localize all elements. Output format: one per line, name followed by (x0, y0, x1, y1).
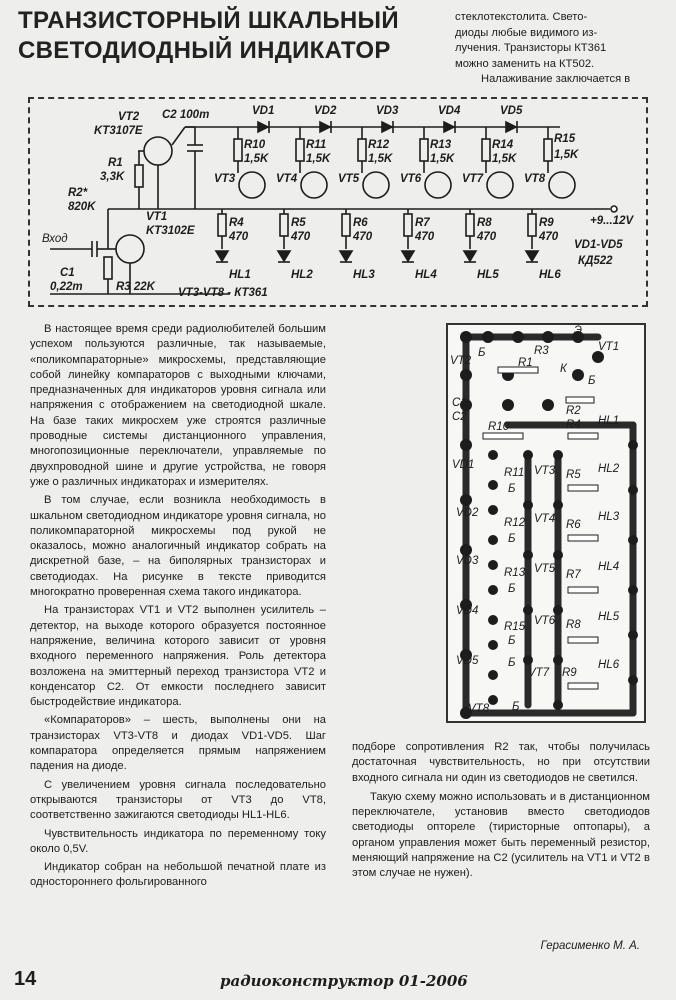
label-r15: R15 (554, 133, 576, 145)
label-r11-value: 1,5K (306, 153, 331, 165)
paragraph: На транзисторах VT1 и VT2 выполнен усилитель – детектор, на выходе которого образуется постоянное напряжение, величина которого зависит от уровня входного переменного напряжения. Роль детектора возложена на эмиттерный переход транзистора VT2 и конденсатор C2. От емкости последнего зависит быстродействие индикатора. (30, 604, 326, 709)
label-r10-value: 1,5K (244, 153, 269, 165)
pcb-label-e: Э (574, 325, 582, 337)
label-vt1-type: KT3102E (146, 225, 195, 237)
label-r12: R12 (368, 139, 390, 151)
paragraph: Такую схему можно использовать и в дистанционном переключателе, установив вместо светодиодов светодиоды оптореле (тиристорные оптопары), а органом управления может быть переменный резистор, меняющий напряжение на C2 (усилитель на VT1 и VT2 в этом случае не нужен). (352, 790, 650, 880)
label-r4-value: 470 (229, 231, 249, 243)
title-line-1: ТРАНЗИСТОРНЫЙ ШКАЛЬНЫЙ (18, 7, 399, 34)
label-r5-value: 470 (291, 231, 311, 243)
label-power: +9...12V (590, 215, 634, 227)
label-vt3: VT3 (214, 173, 236, 185)
label-c1-value: 0,22m (50, 281, 83, 293)
pcb-label-vt1: VT1 (598, 341, 620, 353)
pcb-label-hl3: HL3 (598, 511, 620, 523)
pcb-label-b: Б (508, 635, 516, 647)
label-r15-value: 1,5K (554, 149, 579, 161)
pcb-label-vt6: VT6 (534, 615, 556, 627)
label-c1: C1 (60, 267, 75, 279)
paragraph: Чувствительность индикатора по переменному току около 0,5V. (30, 827, 326, 855)
label-r3: R3 22K (116, 281, 155, 293)
top-right-line: лучения. Транзисторы КТ361 (455, 42, 607, 54)
paragraph: Индикатор собран на небольшой печатной плате из одностороннего фольгированного (30, 861, 326, 889)
pcb-label-r15: R15 (504, 621, 526, 633)
journal-name: радиоконструктор 01-2006 (220, 972, 468, 990)
pcb-label-vt4: VT4 (534, 513, 556, 525)
pcb-label-hl1: HL1 (598, 415, 620, 427)
label-vd-note: VD1-VD5 (574, 239, 623, 251)
label-r12-value: 1,5K (368, 153, 393, 165)
pcb-label-vd2: VD2 (456, 507, 479, 519)
pcb-label-hl5: HL5 (598, 611, 620, 623)
article-body-left (30, 322, 326, 894)
label-vd2: VD2 (314, 105, 337, 117)
pcb-label-r11: R11 (504, 467, 525, 479)
label-r11: R11 (306, 139, 327, 151)
label-r9-value: 470 (539, 231, 559, 243)
pcb-label-r13: R13 (504, 567, 526, 579)
label-r6-value: 470 (353, 231, 373, 243)
label-r5: R5 (291, 217, 306, 229)
pcb-label-b: Б (478, 347, 486, 359)
label-input: Вход (42, 233, 68, 245)
label-r8: R8 (477, 217, 492, 229)
label-c2: C2 100m (162, 109, 210, 121)
pcb-label-r10: R10 (488, 421, 510, 433)
label-hl2: HL2 (291, 269, 313, 281)
label-r1-value: 3,3K (100, 171, 125, 183)
label-vd3: VD3 (376, 105, 399, 117)
pcb-label-c2: C2 (452, 411, 467, 423)
circuit-schematic (28, 97, 648, 307)
label-r10: R10 (244, 139, 266, 151)
paragraph: подборе сопротивления R2 так, чтобы получилась достаточная чувствительность, но при отсутствии входного сигнала ни один из светодиодов не светился. (352, 741, 650, 784)
label-r4: R4 (229, 217, 244, 229)
article-body-right (352, 740, 650, 886)
label-vt6: VT6 (400, 173, 422, 185)
label-r14-value: 1,5K (492, 153, 517, 165)
pcb-label-b: Б (508, 657, 516, 669)
label-hl6: HL6 (539, 269, 561, 281)
label-vt5: VT5 (338, 173, 360, 185)
top-right-line: Налаживание заключается в (481, 73, 631, 85)
pcb-label-hl4: HL4 (598, 561, 620, 573)
label-r14: R14 (492, 139, 514, 151)
label-vd-type: КД522 (578, 255, 613, 267)
top-right-text (455, 10, 651, 88)
label-r6: R6 (353, 217, 368, 229)
pcb-label-r5: R5 (566, 469, 581, 481)
label-r9: R9 (539, 217, 554, 229)
label-vt7: VT7 (462, 173, 484, 185)
pcb-label-r3: R3 (534, 345, 549, 357)
label-hl5: HL5 (477, 269, 499, 281)
title-line-2: СВЕТОДИОДНЫЙ ИНДИКАТОР (18, 37, 391, 64)
pcb-label-r4: R4 (566, 419, 581, 431)
pcb-label-b: Б (508, 483, 516, 495)
label-r1: R1 (108, 157, 123, 169)
pcb-label-vd4: VD4 (456, 605, 479, 617)
label-vt1: VT1 (146, 211, 168, 223)
label-r7-value: 470 (415, 231, 435, 243)
pcb-label-k: К (560, 363, 567, 375)
label-vd5: VD5 (500, 105, 523, 117)
label-r2-value: 820K (68, 201, 96, 213)
pcb-label-vt5: VT5 (534, 563, 556, 575)
label-r13-value: 1,5K (430, 153, 455, 165)
pcb-label-vt2: VT2 (450, 355, 472, 367)
label-r7: R7 (415, 217, 430, 229)
pcb-label-r12: R12 (504, 517, 526, 529)
paragraph: В том случае, если возникла необходимость в шкальном светодиодном индикаторе уровня сигнала, но поликомпараторной микросхемы под рукой не оказалось, можно аналогичный индикатор собрать на дискретной базе, – на биполярных транзисторах и светодиодах. На рисунке в тексте приводится многократно проверенная схема такого индикатора. (30, 494, 326, 599)
top-right-line: можно заменить на КТ502. (455, 57, 595, 70)
pcb-label-b: Б (508, 583, 516, 595)
top-right-line: диоды любые видимого из- (455, 26, 598, 39)
pcb-label-hl2: HL2 (598, 463, 620, 475)
label-hl4: HL4 (415, 269, 437, 281)
pcb-label-r9: R9 (562, 667, 577, 679)
pcb-label-c1: C1 (452, 397, 467, 409)
top-right-line: стеклотекстолита. Свето- (455, 11, 588, 23)
pcb-label-vt3: VT3 (534, 465, 556, 477)
pcb-label-vt8: VT8 (468, 703, 490, 715)
pcb-label-r1: R1 (518, 357, 533, 369)
pcb-label-hl6: HL6 (598, 659, 620, 671)
pcb-label-b: Б (512, 701, 520, 713)
label-vt-note: VT3-VT8 - КТ361 (178, 287, 268, 299)
paragraph: С увеличением уровня сигнала последовательно открываются транзисторы от VT3 до VT8, соответственно зажигаются светодиоды HL1-HL6. (30, 778, 326, 822)
label-hl3: HL3 (353, 269, 375, 281)
label-r8-value: 470 (477, 231, 497, 243)
article-title (18, 6, 438, 66)
label-vt8: VT8 (524, 173, 546, 185)
paragraph: «Компараторов» – шесть, выполнены они на транзисторах VT3-VT8 и диодах VD1-VD5. Шаг компаратора определяется прямым напряжением падения на диоде. (30, 714, 326, 773)
pcb-label-r2: R2 (566, 405, 581, 417)
label-vd1: VD1 (252, 105, 275, 117)
label-vt2-type: KT3107E (94, 125, 143, 137)
pcb-label-r8: R8 (566, 619, 581, 631)
pcb-label-vd5: VD5 (456, 655, 479, 667)
pcb-label-b: Б (588, 375, 596, 387)
label-hl1: HL1 (229, 269, 251, 281)
pcb-layout (446, 323, 646, 723)
paragraph: В настоящее время среди радиолюбителей большим успехом пользуются различные, так называемые, «поликомпараторные» микросхемы, представляющие собой линейку компараторов с выходными ключами, предназначенных для индикаторов уровня сигнала или напряжения с отображением на светодиодной шкале. На базе таких микросхем уже строятся различные проводные системы дистанционного управления, многопозиционные переключатели, управляемые по двухпроводной шине и другие устройства, не говоря уже о различных индикаторах и измерителях. (30, 323, 326, 488)
pcb-label-r7: R7 (566, 569, 581, 581)
label-r13: R13 (430, 139, 452, 151)
author-name: Герасименко М. А. (540, 940, 640, 952)
pcb-label-vt7: VT7 (528, 667, 550, 679)
pcb-label-b: Б (508, 533, 516, 545)
label-vt4: VT4 (276, 173, 298, 185)
label-vd4: VD4 (438, 105, 461, 117)
page-number: 14 (14, 968, 37, 990)
pcb-label-vd1: VD1 (452, 459, 475, 471)
pcb-label-vd3: VD3 (456, 555, 479, 567)
pcb-label-r6: R6 (566, 519, 581, 531)
label-vt2: VT2 (118, 111, 140, 123)
label-r2: R2* (68, 187, 88, 199)
